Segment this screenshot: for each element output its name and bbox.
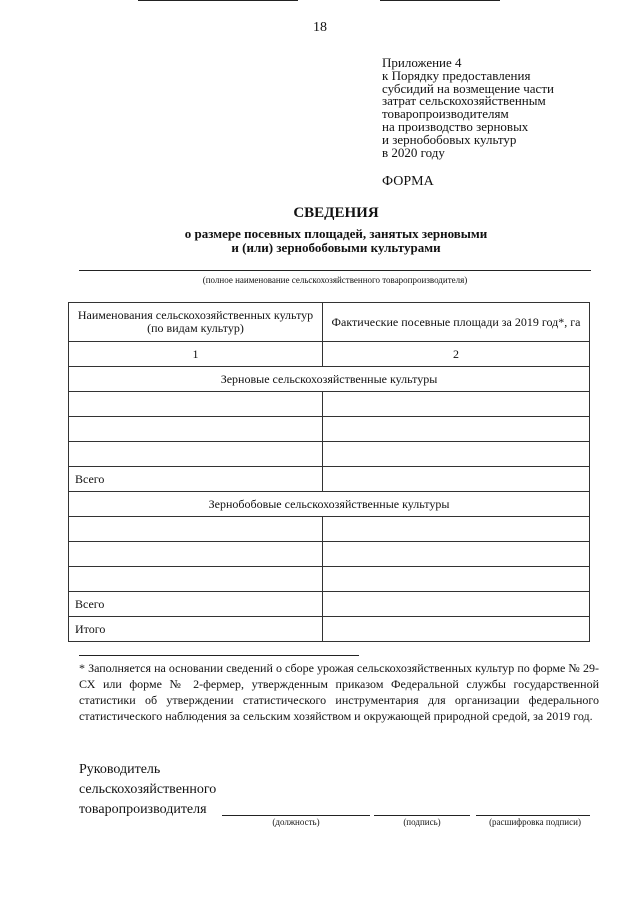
col2-header: Фактические посевные площади за 2019 год*, га [323, 303, 590, 342]
crop-area-cell[interactable] [323, 417, 590, 442]
subtitle-line: о размере посевных площадей, занятых зерновыми [184, 226, 488, 241]
crop-name-cell[interactable] [69, 567, 323, 592]
table-header-row [69, 303, 590, 342]
table-number-row [69, 342, 590, 367]
position-line[interactable] [222, 815, 370, 816]
section-grain-label: Зерновые сельскохозяйственные культуры [69, 367, 590, 392]
appendix-line: субсидий на возмещение части [382, 80, 554, 96]
col1-number: 1 [69, 342, 323, 367]
appendix-line: и зернобобовых культур [382, 131, 517, 147]
footnote-separator [79, 655, 359, 656]
document-subtitle [0, 227, 640, 255]
section-row-grain [69, 367, 590, 392]
decode-line[interactable] [476, 815, 590, 816]
position-caption: (должность) [272, 817, 320, 827]
legume-total-value[interactable] [323, 592, 590, 617]
legume-total-label: Всего [69, 592, 323, 617]
acreage-table [68, 302, 590, 642]
signature-line[interactable] [374, 815, 470, 816]
crop-name-cell[interactable] [69, 517, 323, 542]
producer-name-line[interactable] [79, 270, 591, 271]
appendix-line: на производство зерновых [382, 118, 529, 134]
signatory-line2: сельскохозяйственного [79, 782, 217, 797]
table-row [69, 392, 590, 417]
crop-name-cell[interactable] [69, 392, 323, 417]
crop-name-cell[interactable] [69, 417, 323, 442]
crop-name-cell[interactable] [69, 442, 323, 467]
page-number: 18 [313, 20, 327, 35]
appendix-block [382, 57, 632, 159]
crop-area-cell[interactable] [323, 392, 590, 417]
decode-caption: (расшифровка подписи) [489, 817, 581, 827]
form-label: ФОРМА [382, 174, 434, 189]
section-row-legume [69, 492, 590, 517]
col2-number: 2 [323, 342, 590, 367]
grain-total-row [69, 467, 590, 492]
table-row [69, 542, 590, 567]
appendix-line: затрат сельскохозяйственным [382, 93, 546, 109]
top-rule-right [380, 0, 500, 1]
grain-total-label: Всего [69, 467, 323, 492]
col1-header: Наименования сельскохозяйственных культур (по видам культур) [69, 303, 323, 342]
signatory-line1: Руководитель [79, 762, 161, 777]
crop-area-cell[interactable] [323, 567, 590, 592]
grand-total-value[interactable] [323, 617, 590, 642]
section-legume-label: Зернобобовые сельскохозяйственные культуры [69, 492, 590, 517]
table-row [69, 442, 590, 467]
crop-name-cell[interactable] [69, 542, 323, 567]
crop-area-cell[interactable] [323, 542, 590, 567]
signatory-line3: товаропроизводителя [79, 802, 207, 817]
table-row [69, 567, 590, 592]
top-rule-left [138, 0, 298, 1]
grain-total-value[interactable] [323, 467, 590, 492]
table-row [69, 517, 590, 542]
appendix-line: товаропроизводителям [382, 106, 509, 122]
table-row [69, 417, 590, 442]
document-title: СВЕДЕНИЯ [293, 205, 379, 221]
crop-area-cell[interactable] [323, 442, 590, 467]
footnote: * Заполняется на основании сведений о сборе урожая сельскохозяйственных культур по форме № 29-СХ или форме № 2-фермер, утвержденным приказом Федеральной службы государственной статистики об утверждении статистического инструментария для организации федерального статистического наблюдения за сельским хозяйством и окружающей природной средой, за 2019 год. [79, 661, 599, 723]
crop-area-cell[interactable] [323, 517, 590, 542]
appendix-line: в 2020 году [382, 144, 445, 160]
subtitle-line: и (или) зернобобовыми культурами [231, 240, 441, 255]
producer-name-caption: (полное наименование сельскохозяйственного товаропроизводителя) [202, 275, 468, 285]
legume-total-row [69, 592, 590, 617]
grand-total-label: Итого [69, 617, 323, 642]
appendix-line: Приложение 4 [382, 55, 462, 70]
grand-total-row [69, 617, 590, 642]
signature-caption: (подпись) [403, 817, 441, 827]
appendix-line: к Порядку предоставления [382, 67, 531, 83]
